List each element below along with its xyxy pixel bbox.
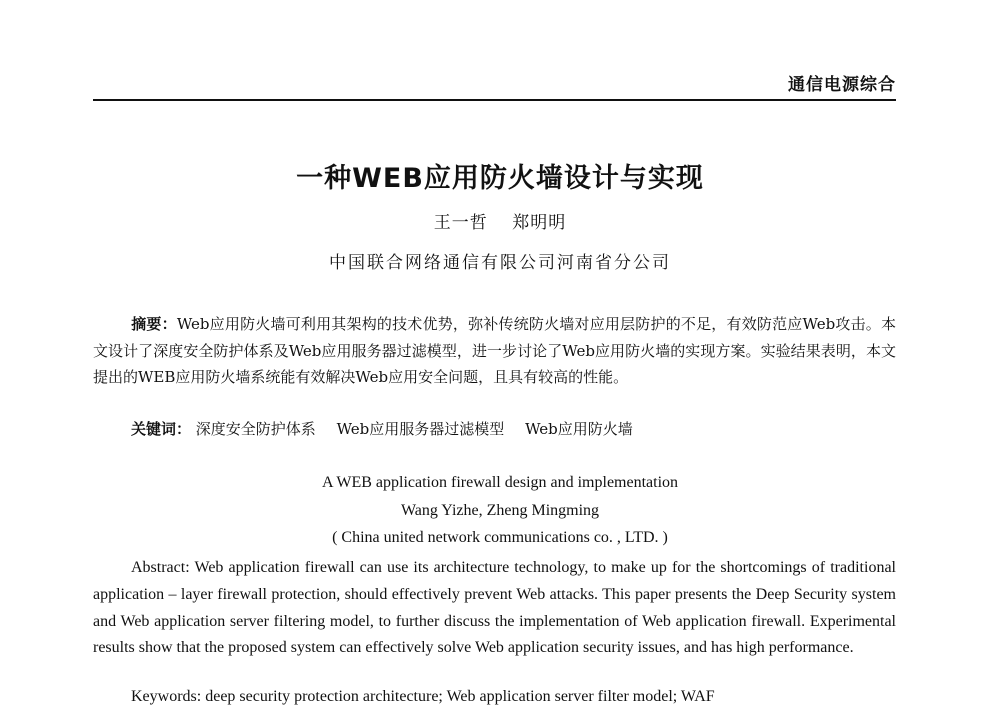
- header-rule: [93, 99, 896, 101]
- en-abstract-label: Abstract:: [131, 559, 190, 576]
- cn-keywords: [131, 418, 649, 439]
- en-title: A WEB application firewall design and implementation: [321, 474, 679, 491]
- cn-keyword: Web应用服务器过滤模型: [336, 420, 505, 438]
- affiliation: 中国联合网络通信有限公司河南省分公司: [329, 253, 671, 273]
- en-abstract-text: Web application firewall can use its architecture technology, to make up for the shortcomings of traditional application – layer firewall protection, should effectively prevent Web attacks. This paper presents the Deep Security system and Web application server filtering model, to further discuss the implementation of Web application firewall. Experimental results show that the proposed system can effectively solve Web application security issues, and has high performance.: [93, 559, 896, 657]
- article-title: 一种WEB应用防火墙设计与实现: [296, 163, 704, 194]
- en-authors: Wang Yizhe, Zheng Mingming: [400, 502, 600, 519]
- cn-keywords-label: 关键词：: [131, 420, 192, 438]
- authors: 王一哲 郑明明: [433, 213, 567, 233]
- cn-abstract-text: Web应用防火墙可利用其架构的技术优势，弥补传统防火墙对应用层防护的不足，有效防范应Web攻击。本文设计了深度安全防护体系及Web应用服务器过滤模型，进一步讨论了Web应用防火墙的实现方案。实验结果表明，本文提出的WEB应用防火墙系统能有效解决Web应用安全问题，且具有较高的性能。: [93, 315, 896, 386]
- en-keywords: Keywords: deep security protection architecture; Web application server filter model; WAF: [131, 688, 715, 705]
- cn-abstract: [93, 311, 896, 391]
- en-affiliation: ( China united network communications co. , LTD. ): [332, 529, 668, 546]
- en-abstract: [93, 555, 896, 662]
- journal-name: 通信电源综合: [788, 75, 896, 95]
- cn-abstract-label: 摘要：: [131, 315, 177, 333]
- cn-keyword: Web应用防火墙: [525, 420, 633, 438]
- cn-keyword: 深度安全防护体系: [195, 420, 316, 438]
